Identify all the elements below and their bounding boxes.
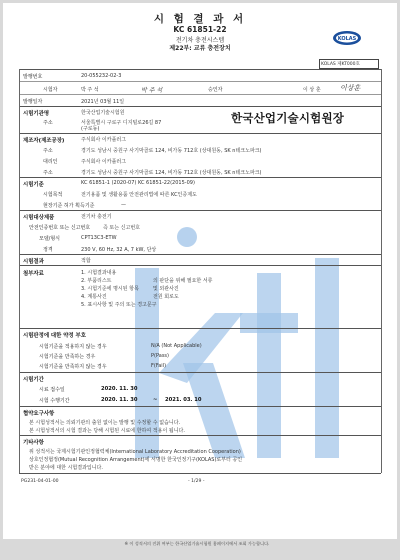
sample-received-label: 시료 접수일 [39, 387, 65, 393]
product-name: 제22부: 교류 충전장치 [169, 45, 231, 52]
tester-name: 박 주 석 [81, 87, 99, 93]
institution-address-label: 주소 [43, 120, 53, 126]
test-standard-value: KC 61851-1 (2020-07) KC 61851-22(2015-09) [81, 180, 195, 186]
test-result-label: 시험결과 [23, 259, 44, 265]
representative-name: 주식회사 이카플러그 [81, 159, 127, 165]
test-end-date: 2021. 03. 10 [165, 397, 202, 403]
report-no-label: 발행번호 [23, 74, 43, 80]
institution-address-line2: (구로동) [81, 126, 100, 132]
table-top-rule [19, 69, 381, 70]
approver-name: 이 상 훈 [303, 87, 321, 93]
attachment-extra: 전원 회로도 [153, 294, 179, 300]
tester-signature: 박 주 석 [141, 87, 163, 94]
legend-row-label: 시험기준을 적용하지 않는 경우 [39, 344, 107, 350]
institution-seal-text: 한국산업기술시험원장 [231, 111, 345, 125]
remarks-label: 기타사항 [23, 440, 44, 446]
model-label: 모델/형식 [39, 236, 61, 242]
remarks-line: 상호인정협정(Mutual Recognition Arrangement)에 서명한 한국인정기구(KOLAS)로부터 공인 [29, 457, 243, 463]
cert-no-label: 안전인증번호 또는 신고번호 [29, 225, 91, 231]
local-standard-value: — [121, 202, 126, 208]
legend-row-label: 시험기준을 만족하지 않는 경우 [39, 364, 107, 370]
form-number: PG231-04-01-00 [21, 479, 59, 484]
notice-line: 본 시험성적서의 시험 결과는 당해 시험된 시료에 한하여 적용이 됩니다. [29, 428, 185, 434]
attachments-label: 첨부자료 [23, 271, 44, 277]
sample-received-date: 2020. 11. 30 [101, 386, 138, 392]
remarks-line: 위 성적서는 국제시험기관인정협력체(International Laboratory Accreditation Cooperation) [29, 449, 241, 455]
test-result-value: 적합 [81, 258, 91, 264]
standard-number: KC 61851-22 [173, 25, 227, 34]
notice-line: 본 시험성적서는 의뢰기관의 출원 없이는 발행 및 수정할 수 없습니다. [29, 420, 181, 426]
svg-text:KOLAS: KOLAS [337, 36, 357, 42]
test-standard-label: 시험기준 [23, 182, 44, 188]
manufacturer-label: 제조자(제조공장) [23, 138, 65, 144]
institution-address: 서울특별시 구로구 디지털로26길 87 [81, 120, 162, 126]
report-no: 20-055232-02-3 [81, 73, 122, 79]
notice-label: 협약요구사항 [23, 411, 55, 417]
legend-row-label: 시험기준을 만족하는 경우 [39, 354, 96, 360]
test-purpose: 전기용품 및 생활용품 안전관리법에 따른 KC인증제도 [81, 192, 197, 198]
representative-address-label: 주소 [43, 170, 53, 176]
test-sample-label: 시험대상제품 [23, 215, 55, 221]
tester-label: 시험자 [43, 87, 58, 93]
issue-date: 2021년 03월 11일 [81, 99, 125, 105]
manufacturer-name: 주식회사 이카플러그 [81, 137, 127, 143]
page-number: - 1/29 - [188, 479, 205, 484]
kolas-logo-icon [332, 30, 362, 46]
product-type: 전기차 충전시스템 [175, 37, 225, 44]
attachment-item: 1. 시험결과내용 [81, 270, 117, 276]
kolas-accreditation-code: KOLAS 제KT000호 [321, 62, 360, 67]
manufacturer-address: 경기도 성남시 중원구 사기막골로 124, 비가동 712호 (상대원동, SK n테크노파크) [81, 148, 262, 154]
test-purpose-label: 시험목적 [43, 192, 63, 198]
legend-row-value: P(Pass) [151, 353, 169, 359]
institution-name: 한국산업기술시험원 [81, 110, 125, 116]
institution-label: 시험기관명 [23, 111, 50, 117]
attachment-item: 3. 시험기준에 명시된 항목 [81, 286, 139, 292]
issue-date-label: 발행일자 [23, 99, 43, 105]
rating-label: 정격 [43, 247, 53, 253]
test-sample-name: 전기차 충전기 [81, 214, 112, 220]
attachment-item: 5. 표시사항 및 주의 또는 경고문구 [81, 302, 157, 308]
legend-row-value: F(Fail) [151, 363, 167, 369]
test-start-date: 2020. 11. 30 [101, 397, 138, 403]
test-duration-label: 시험 수행기간 [39, 398, 70, 404]
representative-address: 경기도 성남시 중원구 사기막골로 124, 비가동 712호 (상대원동, SK n테크노파크) [81, 170, 262, 176]
local-standard-label: 현장기준 허가 획득기준 [43, 203, 95, 209]
report-title: 시 험 결 과 서 [153, 13, 247, 25]
report-page [3, 3, 397, 539]
remarks-line: 받은 분야에 대한 시험결과입니다. [29, 465, 103, 471]
legend-title: 시험판정에 대한 약정 부호 [23, 333, 86, 339]
approver-label: 승인자 [208, 87, 223, 93]
attachment-item: 4. 계통사진 [81, 294, 107, 300]
cert-no: 즉 또는 신고번호 [103, 225, 140, 231]
legend-row-value: N/A (Not Applicable) [151, 343, 202, 349]
representative-label: 대리인 [43, 159, 58, 165]
attachment-extra: 및 외관사진 [153, 286, 179, 292]
manufacturer-address-label: 주소 [43, 148, 53, 154]
bottom-notice: ※ 이 성적서의 진위 여부는 한국산업기술시험원 홈페이지에서 조회 가능합니다. [124, 541, 270, 546]
rating-value: 230 V, 60 Hz, 32 A, 7 kW, 단상 [81, 247, 157, 253]
attachment-extra: 의 판단을 위해 필요한 서류 [153, 278, 213, 284]
test-period-label: 시험기간 [23, 377, 44, 383]
model-value: CPT13C3-ETW [81, 235, 117, 241]
approver-signature: 이상훈 [340, 84, 361, 92]
attachment-item: 2. 부품리스트 [81, 278, 112, 284]
test-period-separator: ~ [153, 397, 158, 403]
